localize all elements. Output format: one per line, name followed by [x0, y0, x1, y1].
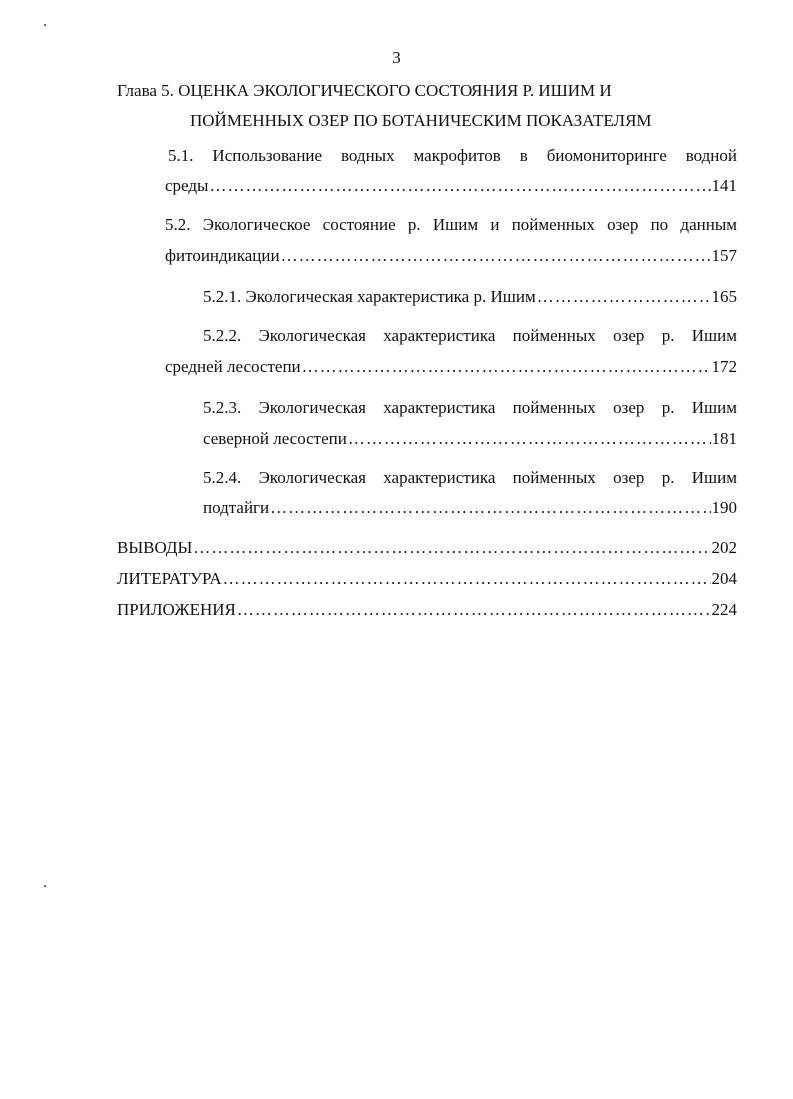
- toc-entry-5-2-2[interactable]: [165, 356, 737, 378]
- toc-entry-5-2[interactable]: [165, 245, 737, 267]
- toc-entry-conclusions[interactable]: [117, 537, 737, 559]
- toc-page-number: 181: [711, 429, 737, 448]
- chapter-title-line-2: ПОЙМЕННЫХ ОЗЕР ПО БОТАНИЧЕСКИМ ПОКАЗАТЕЛЯМ: [190, 111, 652, 130]
- toc-entry-appendices[interactable]: [117, 599, 737, 621]
- toc-page-number: 157: [711, 246, 737, 265]
- dot-leader: [270, 497, 710, 519]
- toc-entry-label: ПРИЛОЖЕНИЯ: [117, 600, 236, 619]
- toc-entry-5-2-line-1: 5.2. Экологическое состояние р. Ишим и пойменных озер по данным: [165, 215, 737, 234]
- toc-entry-5-2-1[interactable]: [203, 286, 737, 308]
- scan-speck: [44, 24, 46, 26]
- toc-entry-label: ЛИТЕРАТУРА: [117, 569, 222, 588]
- dot-leader: [302, 356, 711, 378]
- toc-entry-5-2-2-line-1: 5.2.2. Экологическая характеристика пойменных озер р. Ишим: [203, 326, 737, 345]
- toc-entry-label: среды: [165, 176, 209, 195]
- toc-page-number: 224: [711, 600, 737, 619]
- toc-entry-label: 5.2.1. Экологическая характеристика р. Ишим: [203, 287, 536, 306]
- toc-entry-5-2-4[interactable]: [203, 497, 737, 519]
- page-number: 3: [392, 48, 401, 67]
- toc-entry-literature[interactable]: [117, 568, 737, 590]
- toc-entry-5-2-3-line-1: 5.2.3. Экологическая характеристика пойменных озер р. Ишим: [203, 398, 737, 417]
- toc-entry-5-2-3[interactable]: [203, 428, 737, 450]
- dot-leader: [348, 428, 711, 450]
- toc-page-number: 204: [711, 569, 737, 588]
- toc-page-number: 172: [711, 357, 737, 376]
- dot-leader: [209, 175, 710, 197]
- toc-entry-5-1[interactable]: [165, 175, 737, 197]
- toc-page-number: 165: [711, 287, 737, 306]
- toc-page-number: 190: [711, 498, 737, 517]
- dot-leader: [237, 599, 711, 621]
- toc-entry-label: фитоиндикации: [165, 246, 280, 265]
- dot-leader: [223, 568, 711, 590]
- chapter-title-line-1: Глава 5. ОЦЕНКА ЭКОЛОГИЧЕСКОГО СОСТОЯНИЯ Р. ИШИМ И: [117, 81, 612, 100]
- toc-entry-label: средней лесостепи: [165, 357, 301, 376]
- toc-entry-5-2-4-line-1: 5.2.4. Экологическая характеристика пойменных озер р. Ишим: [203, 468, 737, 487]
- toc-entry-label: северной лесостепи: [203, 429, 347, 448]
- dot-leader: [281, 245, 711, 267]
- toc-entry-label: подтайги: [203, 498, 270, 517]
- dot-leader: [193, 537, 710, 559]
- scan-speck: [44, 885, 46, 887]
- toc-page-number: 141: [711, 176, 737, 195]
- toc-entry-5-1-line-1: 5.1. Использование водных макрофитов в биомониторинге водной: [168, 146, 737, 165]
- toc-entry-label: ВЫВОДЫ: [117, 538, 193, 557]
- dot-leader: [537, 286, 711, 308]
- toc-page-number: 202: [711, 538, 737, 557]
